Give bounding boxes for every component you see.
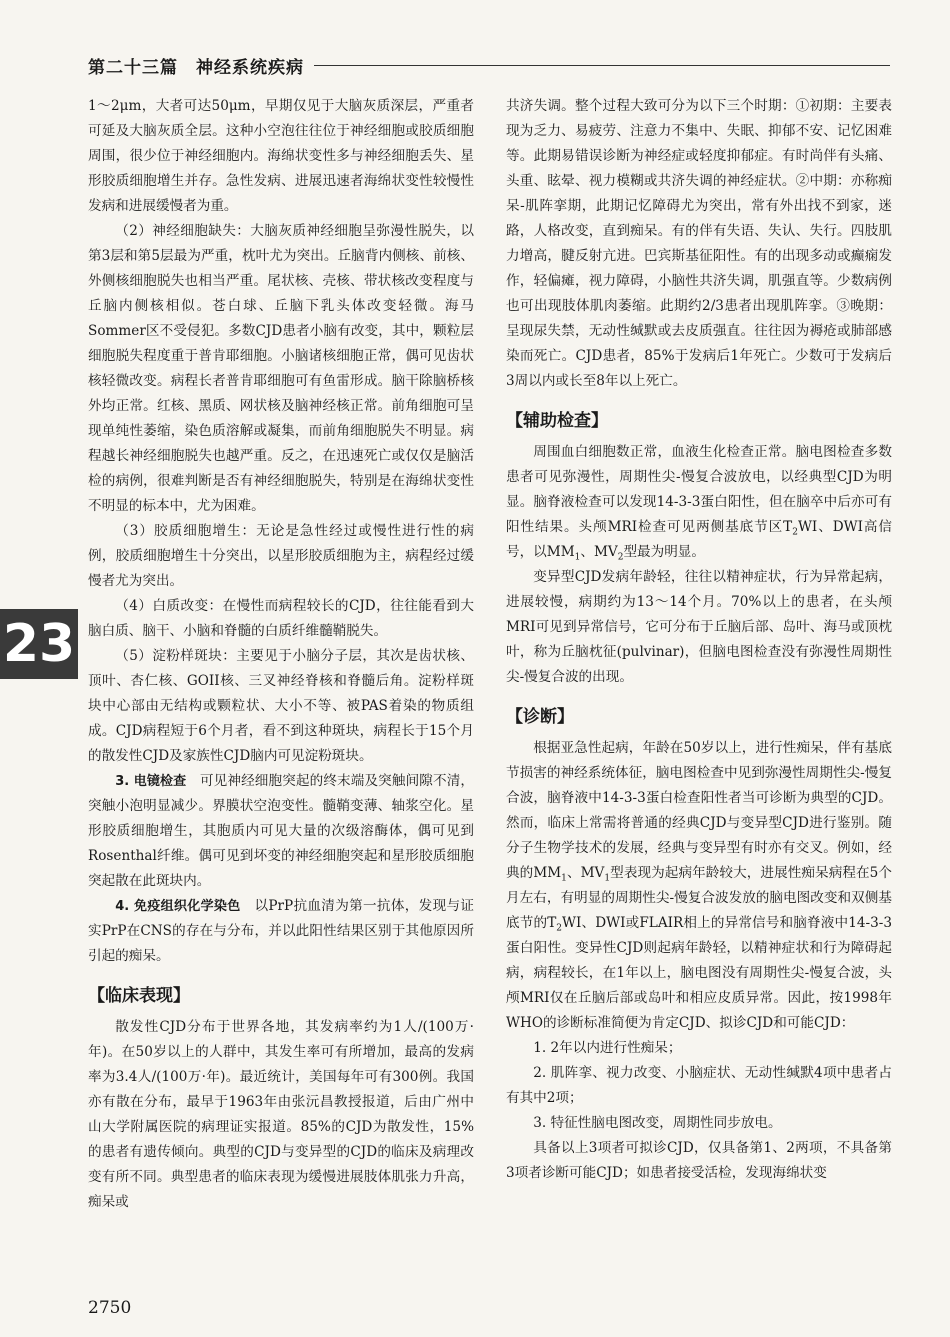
subheading: 4. 免疫组织化学染色 [115,899,241,914]
paragraph [506,440,892,565]
subscript: 2 [792,527,798,538]
left-column [88,94,474,1215]
list-item: 3. 特征性脑电图改变，周期性同步放电。 [533,1115,782,1131]
chapter-tab: 23 [0,609,78,679]
subscript: 1 [574,552,581,563]
text-run: 根据亚急性起病，年龄在50岁以上，进行性痴呆，伴有基底节损害的神经系统体征，脑电图检查中见到弥漫性周期性尖-慢复合波，脑脊液中14-3-3蛋白检查阳性者当可诊断为典型的CJD。然而，临床上常需将普通的经典CJD与变异型CJD进行鉴别。随分子生物学技术的发展，经典与变异型有时亦有交叉。例如，经典的MM [506,740,892,881]
list-item: 1. 2年以内进行性痴呆； [533,1040,682,1056]
text-run: 、MV [580,544,618,560]
paragraph-text: 以PrP抗血清为第一抗体，发现与证实PrP在CNS的存在与分布，并以此阳性结果区别于其他原因所引起的痴呆。 [88,898,474,964]
header-title: 第二十三篇 神经系统疾病 [88,57,304,78]
right-column [506,94,892,1186]
paragraph [88,894,474,969]
section-heading-clinical: 【临床表现】 [88,986,190,1006]
text-run: 、MV [566,865,605,881]
paragraph-text: 可见神经细胞突起的终末端及突触间隙不清，突触小泡明显减少。界膜状空泡变性。髓鞘变薄、轴浆空化。星形胶质细胞增生，其胞质内可见大量的次级溶酶体，偶可见到Rosenthal纤维。偶可见到坏变的神经细胞突起和星形胶质细胞突起散在此斑块内。 [88,773,474,889]
paragraph: （2）神经细胞缺失：大脑灰质神经细胞呈弥漫性脱失，以第3层和第5层最为严重，枕叶尤为突出。丘脑背内侧核、前核、外侧核细胞脱失也相当严重。尾状核、壳核、带状核改变程度与丘脑内侧核相似。苍白球、丘脑下乳头体改变轻微。海马Sommer区不受侵犯。多数CJD患者小脑有改变，其中，颗粒层细胞脱失程度重于普肯耶细胞。小脑诸核细胞正常，偶可见齿状核轻微改变。病程长者普肯耶细胞可有鱼雷形成。脑干除脑桥核外均正常。红核、黑质、网状核及脑神经核正常。前角细胞可呈现单纯性萎缩，染色质溶解或凝集，而前角细胞脱失不明显。病程越长神经细胞脱失也越严重。反之，在迅速死亡或仅仅是脑活检的病例，很难判断是否有神经细胞脱失，特别是在海绵状变性不明显的标本中，尤为困难。 [88,223,474,514]
subscript: 2 [617,552,624,563]
subscript: 1 [604,873,611,884]
subheading: 3. 电镜检查 [115,774,187,789]
text-run: 型最为明显。 [623,544,705,560]
section-heading-auxiliary: 【辅助检查】 [506,411,608,431]
text-run: 周围血白细胞数正常，血液生化检查正常。脑电图检查多数患者可见弥漫性，周期性尖-慢复合波放电，以经典型CJD为明显。脑脊液检查可以发现14-3-3蛋白阳性，但在脑卒中后亦可有阳性结果。头颅MRI检查可见两侧基底节区T [506,444,892,535]
page-number: 2750 [88,1298,132,1318]
paragraph [506,736,892,1036]
paragraph: 1～2μm，大者可达50μm，早期仅见于大脑灰质深层，严重者可延及大脑灰质全层。这种小空泡往往位于神经细胞或胶质细胞周围，很少位于神经细胞内。海绵状变性多与神经细胞丢失、星形胶质细胞增生并存。急性发病、进展迅速者海绵状变性较慢性发病和进展缓慢者为重。 [88,98,474,214]
paragraph: 变异型CJD发病年龄轻，往往以精神症状，行为异常起病，进展较慢，病期约为13～14个月。70%以上的患者，在头颅MRI可见到异常信号，它可分布于丘脑后部、岛叶、海马或顶枕叶，称为丘脑枕征(pulvinar)，但脑电图检查没有弥漫性周期性尖-慢复合波的出现。 [506,569,892,685]
header-rule [314,65,890,66]
paragraph: 散发性CJD分布于世界各地，其发病率约为1人/(100万·年)。在50岁以上的人群中，其发生率可有所增加，最高的发病率为3.4人/(100万·年)。最近统计，美国每年可有300例。我国亦有散在分布，最早于1963年由张沅昌教授报道，后由广州中山大学附属医院的病理证实报道。85%的CJD为散发性，15%的患者有遗传倾向。典型的CJD与变异型的CJD的临床及病理改变有所不同。典型患者的临床表现为缓慢进展肢体肌张力升高，痴呆或 [88,1019,474,1210]
subscript: 2 [556,923,563,934]
paragraph: 共济失调。整个过程大致可分为以下三个时期：①初期：主要表现为乏力、易疲劳、注意力不集中、失眠、抑郁不安、记忆困难等。此期易错误诊断为神经症或轻度抑郁症。有时尚伴有头痛、头重、眩晕、视力模糊或共济失调的神经症状。②中期：亦称痴呆-肌阵挛期，此期记忆障碍尤为突出，常有外出找不到家，迷路，人格改变，直到痴呆。有的伴有失语、失认、失行。四肢肌力增高，腱反射亢进。巴宾斯基征阳性。有的出现多动或癫痫发作，轻偏瘫，视力障碍，小脑性共济失调，肌强直等。少数病例也可出现肢体肌肉萎缩。此期约2/3患者出现肌阵挛。③晚期：呈现尿失禁，无动性缄默或去皮质强直。往往因为褥疮或肺部感染而死亡。CJD患者，85%于发病后1年死亡。少数可于发病后3周以内或长至8年以上死亡。 [506,98,892,389]
subscript: 1 [561,873,567,884]
paragraph: （5）淀粉样斑块：主要见于小脑分子层，其次是齿状核、顶叶、杏仁核、GOII核、三叉神经脊核和脊髓后角。淀粉样斑块中心部由无结构或颗粒状、大小不等、被PAS着染的物质组成。CJD病程短于6个月者，看不到这种斑块，病程长于15个月的散发性CJD及家族性CJD脑内可见淀粉斑块。 [88,648,474,764]
text-run: WI、DWI或FLAIR相上的异常信号和脑脊液中14-3-3蛋白阳性。变异性CJD则起病年龄轻，以精神症状和行为障碍起病，病程较长，在1年以上，脑电图没有周期性尖-慢复合波，头颅MRI仅在丘脑后部或岛叶和相应皮质异常。因此，按1998年WHO的诊断标准简便为肯定CJD、拟诊CJD和可能CJD： [506,915,892,1031]
list-item: 2. 肌阵挛、视力改变、小脑症状、无动性缄默4项中患者占有其中2项； [506,1065,892,1106]
paragraph: （4）白质改变：在慢性而病程较长的CJD，往往能看到大脑白质、脑干、小脑和脊髓的白质纤维髓鞘脱失。 [88,598,474,639]
section-heading-diagnosis: 【诊断】 [506,707,574,727]
text-run: WI、DWI高信号，以MM [506,519,892,560]
text-run: 型表现为起病年龄较大，进展性痴呆病程在5个月左右，有明显的周期性尖-慢复合波发放的脑电图改变和双侧基底节的T [506,865,892,931]
paragraph: 具备以上3项者可拟诊CJD，仅具备第1、2两项，不具备第3项者诊断可能CJD；如患者接受活检，发现海绵状变 [506,1140,892,1181]
paragraph: （3）胶质细胞增生：无论是急性经过或慢性进行性的病例，胶质细胞增生十分突出，以星形胶质细胞为主，病程经过缓慢者尤为突出。 [88,523,474,589]
paragraph [88,769,474,894]
running-header [88,52,890,78]
